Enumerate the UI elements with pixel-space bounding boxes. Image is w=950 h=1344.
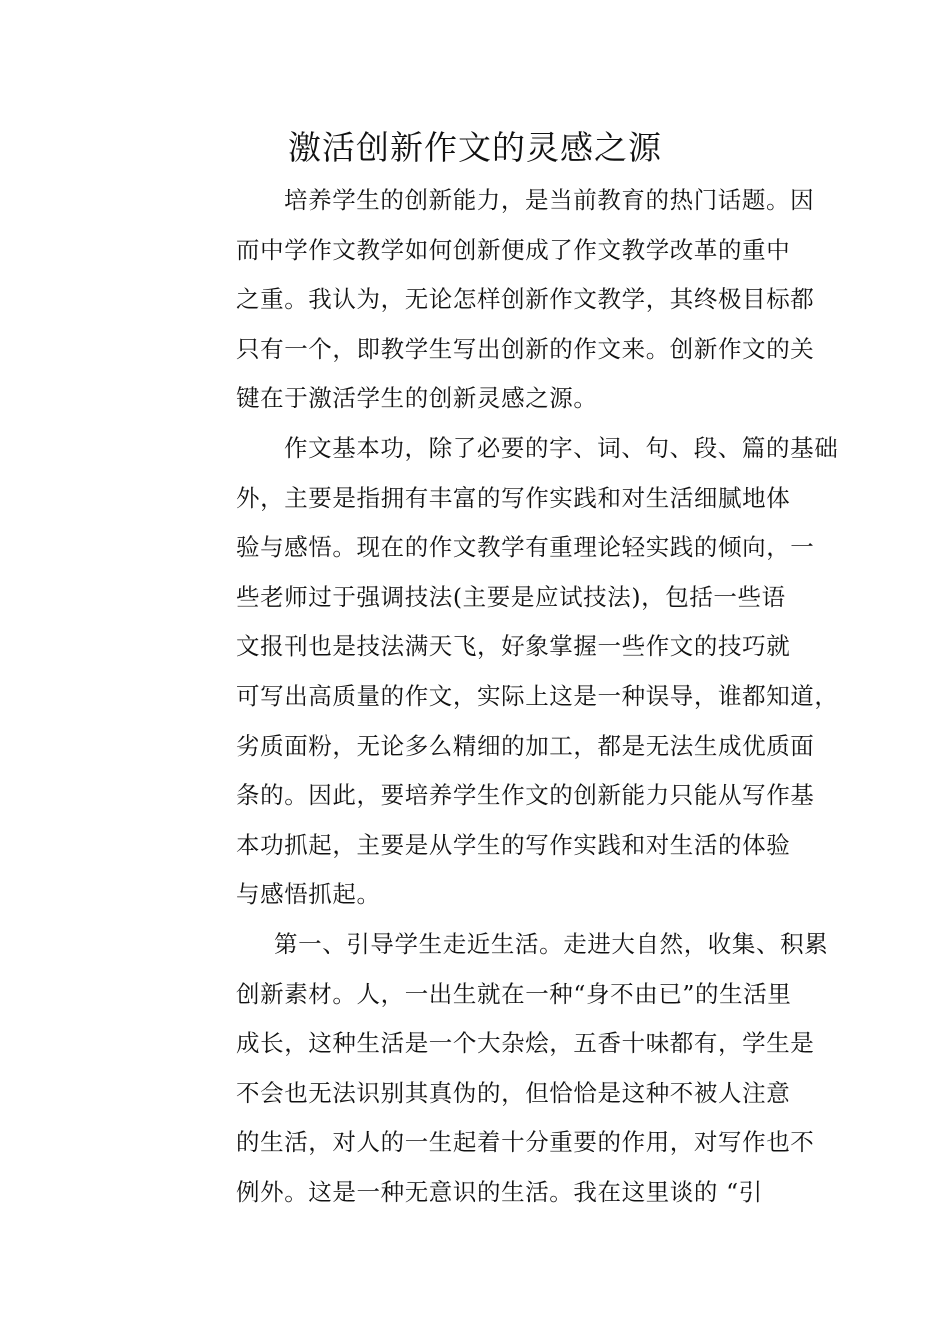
document-title: 激活创新作文的灵感之源	[288, 128, 662, 167]
text-line: 不会也无法识别其真伪的，但恰恰是这种不被人注意	[236, 1078, 791, 1107]
text-line: 可写出高质量的作文，实际上这是一种误导，谁都知道，	[236, 681, 839, 710]
document-body	[236, 176, 839, 1217]
text-line: 创新素材。人，一出生就在一种“身不由已”的生活里	[236, 979, 792, 1008]
text-line: 文报刊也是技法满天飞，好象掌握一些作文的技巧就	[236, 632, 791, 661]
text-line: 只有一个，即教学生写出创新的作文来。创新作文的关	[236, 334, 815, 363]
text-line: 条的。因此，要培养学生作文的创新能力只能从写作基	[236, 781, 815, 810]
text-line: 培养学生的创新能力，是当前教育的热门话题。因	[284, 186, 815, 214]
paragraph-2	[236, 424, 839, 920]
text-line: 第一、引导学生走近生活。走进大自然，收集、积累	[274, 929, 829, 958]
text-line: 与感悟抓起。	[236, 880, 381, 909]
text-line: 而中学作文教学如何创新便成了作文教学改革的重中	[236, 235, 791, 264]
paragraph-1	[236, 176, 836, 424]
text-line: 键在于激活学生的创新灵感之源。	[236, 384, 598, 413]
text-line: 本功抓起，主要是从学生的写作实践和对生活的体验	[236, 830, 791, 859]
text-line: 的生活，对人的一生起着十分重要的作用，对写作也不	[236, 1128, 815, 1157]
paragraph-3	[236, 920, 836, 1218]
text-line: 之重。我认为，无论怎样创新作文教学，其终极目标都	[236, 285, 815, 314]
text-line: 劣质面粉，无论多么精细的加工，都是无法生成优质面	[236, 731, 815, 760]
text-line: 验与感悟。现在的作文教学有重理论轻实践的倾向，一	[236, 533, 815, 562]
text-line: 例外。这是一种无意识的生活。我在这里谈的 “引	[236, 1177, 763, 1206]
text-line: 成长，这种生活是一个大杂烩，五香十味都有，学生是	[236, 1029, 815, 1058]
text-line: 些老师过于强调技法(主要是应试技法)，包括一些语	[236, 582, 786, 611]
text-line: 外，主要是指拥有丰富的写作实践和对生活细腻地体	[236, 483, 791, 512]
text-line: 作文基本功，除了必要的字、词、句、段、篇的基础	[284, 433, 839, 462]
